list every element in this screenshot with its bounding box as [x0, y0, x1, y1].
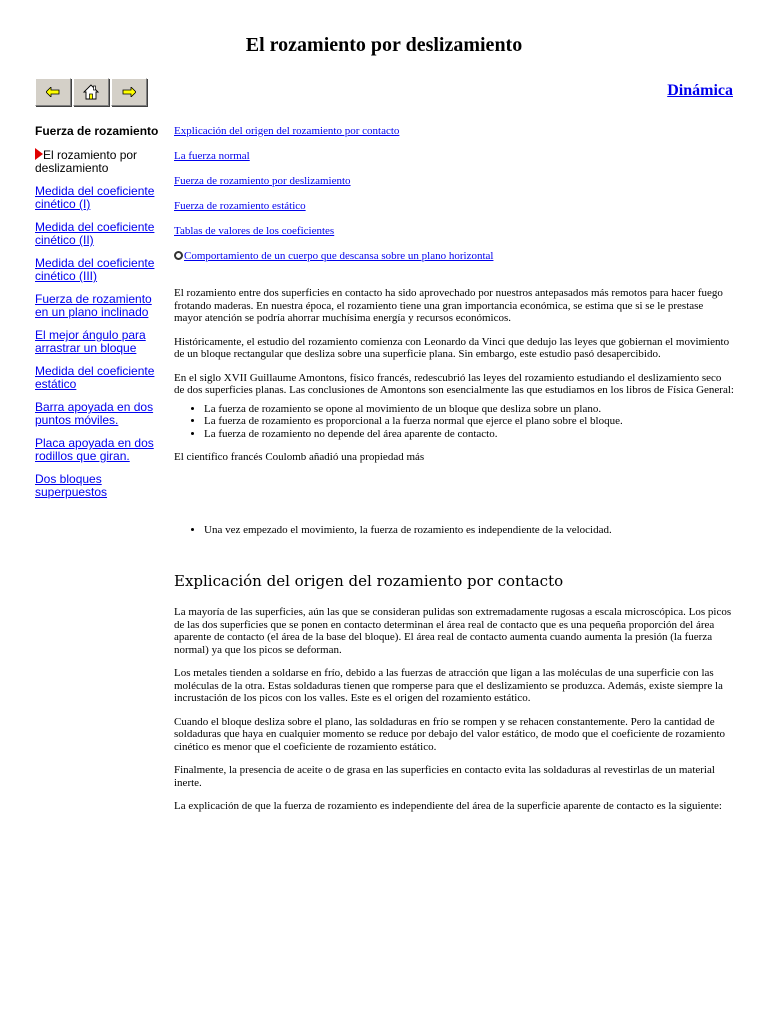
toc-link-comportamiento[interactable]: [174, 250, 734, 263]
toc-link-tablas[interactable]: Tablas de valores de los coeficientes: [174, 225, 335, 237]
back-button[interactable]: [35, 78, 71, 106]
intro-paragraph-3: En el siglo XVII Guillaume Amontons, físico francés, redescubrió las leyes del rozamiento estudiando el deslizamiento seco de dos superficies planas. Las conclusiones de Amontons son esencialmente las que estudiamos en los libros de Física General:: [174, 371, 734, 396]
sidebar-item-cinetico-2[interactable]: Medida del coeficiente cinético (II): [35, 220, 155, 247]
sidebar-item-cinetico-3[interactable]: Medida del coeficiente cinético (III): [35, 256, 155, 283]
left-arrow-icon: [46, 87, 60, 97]
sidebar-current-label: El rozamiento por deslizamiento: [35, 148, 138, 175]
nav-bar: [35, 78, 149, 105]
sidebar-item-dos-bloques[interactable]: Dos bloques superpuestos: [35, 472, 108, 499]
sidebar-item-mejor-angulo[interactable]: El mejor ángulo para arrastrar un bloque: [35, 328, 146, 355]
sidebar-current-item: [35, 148, 160, 175]
sidebar: [35, 125, 160, 509]
amontons-laws-list: [174, 403, 734, 441]
section-paragraph-2: Los metales tienden a soldarse en frío, debido a las fuerzas de atracción que ligan a las moléculas de una superficie con las moléculas de la otra. Estas soldaduras tienen que romperse para que el deslizamiento se produzca. Además, existe siempre la incrustación de los picos con los valles. Este es el origen del rozamiento estático.: [174, 667, 723, 704]
list-item: • La fuerza de rozamiento se opone al movimiento de un bloque que desliza sobre un plano.: [204, 403, 734, 416]
section-paragraph-5: La explicación de que la fuerza de rozamiento es independiente del área de la superficie aparente de contacto es la siguiente:: [174, 800, 722, 812]
list-item: • La fuerza de rozamiento no depende del área aparente de contacto.: [204, 428, 734, 441]
sidebar-item-barra-apoyada[interactable]: Barra apoyada en dos puntos móviles.: [35, 400, 154, 427]
toc-link-fuerza-normal[interactable]: La fuerza normal: [174, 150, 250, 162]
toc-link-origen[interactable]: Explicación del origen del rozamiento por contacto: [174, 125, 400, 137]
applet-icon: [174, 251, 183, 260]
list-item: • La fuerza de rozamiento es proporcional a la fuerza normal que ejerce el plano sobre el bloque.: [204, 415, 734, 428]
section-paragraph-3: Cuando el bloque desliza sobre el plano, las soldaduras en frío se rompen y se rehacen constantemente. Pero la cantidad de soldaduras que haya en cualquier momento se reduce por debajo del valor estático, de modo que el coeficiente de rozamiento cinético es menor que el coeficiente de rozamiento estático.: [174, 715, 726, 753]
sidebar-heading: Fuerza de rozamiento: [35, 124, 159, 138]
toc-link-estatico[interactable]: Fuerza de rozamiento estático: [174, 200, 306, 212]
sidebar-item-estatico[interactable]: Medida del coeficiente estático: [35, 364, 155, 391]
page-title: El rozamiento por deslizamiento: [245, 34, 523, 56]
section-heading: Explicación del origen del rozamiento por contacto: [174, 572, 564, 590]
list-item: • Una vez empezado el movimiento, la fuerza de rozamiento es independiente de la velocidad.: [204, 524, 734, 537]
dinamica-link[interactable]: Dinámica: [667, 82, 733, 99]
toc-link-comportamiento-label: Comportamiento de un cuerpo que descansa sobre un plano horizontal: [184, 250, 494, 262]
toc-link-deslizamiento[interactable]: Fuerza de rozamiento por deslizamiento: [174, 175, 351, 187]
intro-paragraph-2: Históricamente, el estudio del rozamiento comienza con Leonardo da Vinci que dedujo las leyes que gobiernan el movimiento de un bloque rectangular que desliza sobre una superficie plana. Sin embargo, este estudio pasó desapercibido.: [174, 335, 730, 360]
sidebar-item-plano-inclinado[interactable]: Fuerza de rozamiento en un plano inclinado: [35, 292, 152, 319]
intro-paragraph-1: El rozamiento entre dos superficies en contacto ha sido aprovechado por nuestros antepasados más remotos para hacer fuego frotando maderas. En nuestra época, el rozamiento tiene una gran importancia económica, se estima que si se le prestase mayor atención se podría ahorrar muchísima energía y recursos económicos.: [174, 287, 723, 324]
forward-button[interactable]: [111, 78, 147, 106]
sidebar-item-cinetico-1[interactable]: Medida del coeficiente cinético (I): [35, 184, 155, 211]
main-content: [174, 125, 734, 824]
section-paragraph-4: Finalmente, la presencia de aceite o de grasa en las superficies en contacto evita las soldaduras al revestirlas de un material inerte.: [174, 764, 715, 789]
table-of-contents: [174, 125, 734, 263]
current-arrow-icon: [35, 148, 43, 160]
sidebar-item-placa-apoyada[interactable]: Placa apoyada en dos rodillos que giran.: [35, 436, 154, 463]
home-icon: [83, 84, 99, 100]
coulomb-list: [174, 524, 734, 537]
home-button[interactable]: [73, 78, 109, 106]
intro-paragraph-4: El científico francés Coulomb añadió una propiedad más: [174, 451, 425, 463]
section-paragraph-1: La mayoría de las superficies, aún las que se consideran pulidas son extremadamente rugosas a escala microscópica. Los picos de las dos superficies que se ponen en contacto determinan el área real de contacto que es una pequeña proporción del área aparente de contacto (el área de la base del bloque). El área real de contacto aumenta cuando aumenta la presión (la fuerza normal) ya que los picos se deforman.: [174, 606, 732, 656]
right-arrow-icon: [122, 87, 136, 97]
